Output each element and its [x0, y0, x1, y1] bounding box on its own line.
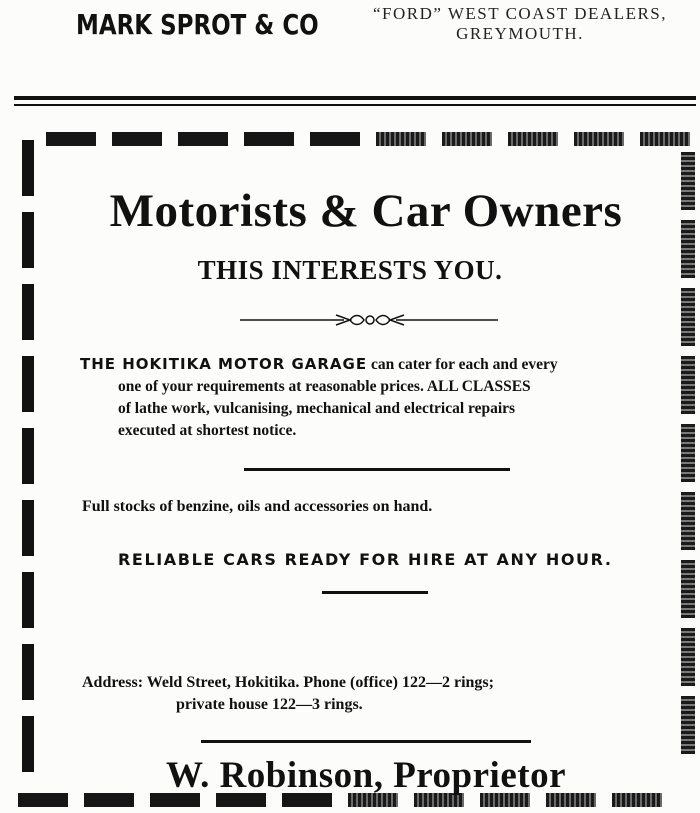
- address-line-2: private house 122—3 rings.: [176, 696, 363, 713]
- hire-line: RELIABLE CARS READY FOR HIRE AT ANY HOUR.: [118, 550, 613, 569]
- proprietor-name: W. Robinson, Proprietor: [165, 755, 567, 796]
- header-rule-thin: [14, 104, 696, 106]
- dealer-line-1: “FORD” WEST COAST DEALERS,: [372, 4, 668, 23]
- border-left: [22, 140, 34, 772]
- body-line-3: of lathe work, vulcanising, mechanical and electrical repairs: [118, 400, 516, 417]
- body-line-2: one of your requirements at reasonable prices. ALL CLASSES: [118, 378, 531, 395]
- divider-rule-2: [322, 591, 428, 594]
- subhead: THIS INTERESTS YOU.: [197, 255, 503, 285]
- body-line-4: executed at shortest notice.: [118, 422, 297, 439]
- address-line-1: Address: Weld Street, Hokitika. Phone (office) 122—2 rings;: [82, 674, 494, 691]
- stocks-line: Full stocks of benzine, oils and accessories on hand.: [82, 498, 433, 515]
- dealer-line-2: GREYMOUTH.: [456, 24, 584, 43]
- header-rule-thick: [14, 96, 696, 100]
- body-paragraph: [80, 353, 670, 442]
- border-right: [681, 152, 695, 754]
- ornament-divider-icon: [240, 310, 500, 330]
- body-line-1: can cater for each and every: [370, 356, 558, 373]
- divider-rule-3: [201, 740, 531, 743]
- headline: Motorists & Car Owners: [109, 185, 623, 237]
- border-top: [46, 132, 690, 146]
- garage-name: THE HOKITIKA MOTOR GARAGE: [80, 355, 368, 373]
- dealer-description: [340, 4, 700, 44]
- address-block: [82, 672, 672, 716]
- dealer-name: MARK SPROT & CO: [76, 8, 319, 41]
- divider-rule-1: [244, 468, 510, 471]
